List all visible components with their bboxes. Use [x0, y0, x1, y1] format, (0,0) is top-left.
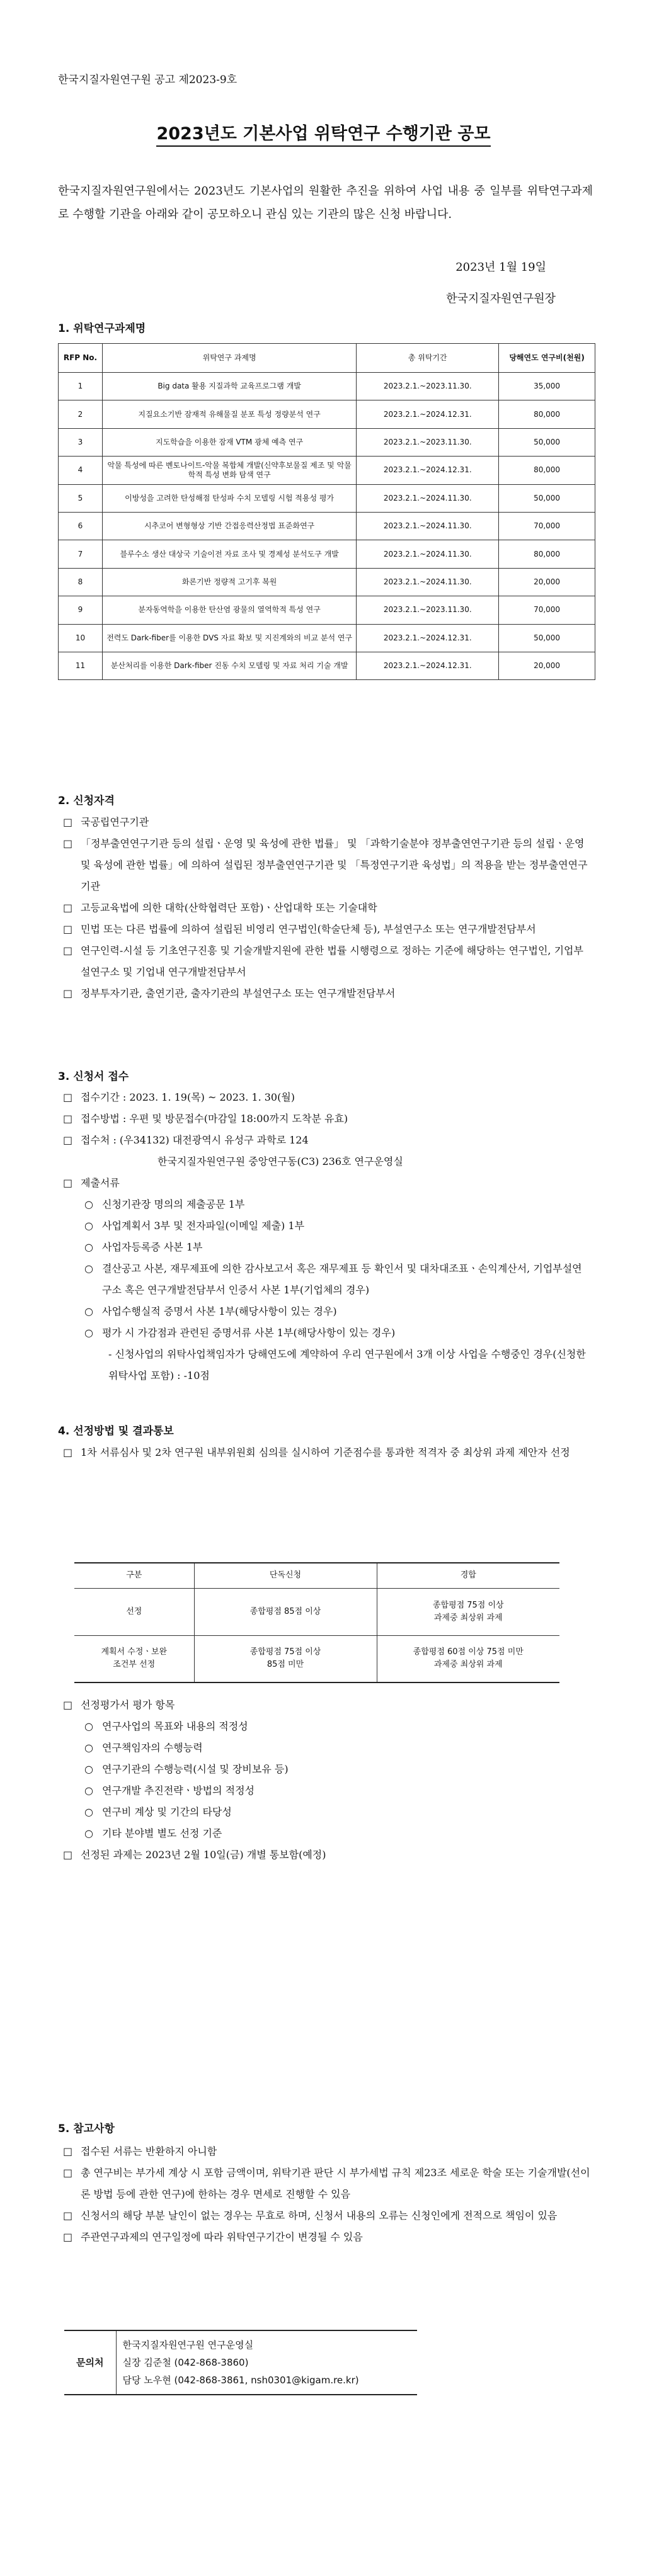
col-rfp-no: RFP No. [59, 344, 103, 373]
section-4-heading: 4. 선정방법 및 결과통보 [58, 1425, 174, 1438]
section-1-heading: 1. 위탁연구과제명 [58, 322, 146, 335]
list-item: ○ 사업자등록증 사본 1부 [63, 1237, 590, 1258]
table-row [74, 1635, 559, 1682]
budget-cell: 20,000 [499, 568, 595, 596]
table-row [59, 540, 595, 568]
project-name-cell: 전력도 Dark-fiber를 이용한 DVS 자료 확보 및 지진계와의 비교 분석 연구 [102, 624, 356, 652]
list-item: ○ 연구책임자의 수행능력 [63, 1737, 590, 1759]
selection-description: □ 1차 서류심사 및 2차 연구원 내부위원회 심의를 실시하여 기준점수를 통과한 적격자 중 최상위 과제 제안자 선정 [63, 1442, 590, 1463]
budget-cell: 70,000 [499, 596, 595, 624]
budget-cell: 80,000 [499, 400, 595, 428]
checkbox-square-icon: □ [63, 1699, 73, 1711]
period-cell: 2023.2.1.~2024.12.31. [357, 400, 499, 428]
criteria-list [63, 1694, 590, 1866]
circle-bullet-icon: ○ [84, 1720, 93, 1732]
criteria-heading: □ 선정평가서 평가 항목 [63, 1694, 590, 1716]
period-cell: 2023.2.1.~2024.11.30. [357, 512, 499, 540]
circle-bullet-icon: ○ [84, 1305, 93, 1317]
period-cell: 2023.2.1.~2024.11.30. [357, 484, 499, 512]
penalty-note: - 신청사업의 위탁사업책임자가 당해연도에 계약하여 우리 연구원에서 3개 이상 사업을 수행중인 경우(신청한 위탁사업 포함) : -10점 [108, 1348, 586, 1382]
project-table-header [59, 344, 595, 373]
list-item: ○ 사업계획서 3부 및 전자파일(이메일 제출) 1부 [63, 1215, 590, 1237]
circle-bullet-icon: ○ [84, 1220, 93, 1232]
notice-signer: 한국지질자원연구원장 [446, 292, 556, 305]
list-item: □ 접수된 서류는 반환하지 아니함 [63, 2141, 590, 2162]
project-name-cell: 블루수소 생산 대상국 기술이전 자료 조사 및 경제성 분석도구 개발 [102, 540, 356, 568]
list-item: □ 고등교육법에 의한 대학(산학협력단 포함)ㆍ산업대학 또는 기술대학 [63, 897, 590, 919]
checkbox-square-icon: □ [63, 902, 73, 914]
circle-bullet-icon: ○ [84, 1198, 93, 1210]
list-item: □ 「정부출연연구기관 등의 설립ㆍ운영 및 육성에 관한 법률」 및 「과학기술분야 정부출연연구기관 등의 설립ㆍ운영 및 육성에 관한 법률」에 의하여 설립된 정부출연연구기관 및 「특정연구기관 육성법」의 적용을 받는 정부출연연구기관 [63, 833, 590, 897]
contact-box [64, 2330, 417, 2395]
eval-cell: 종합평점 75점 이상 과제중 최상위 과제 [377, 1588, 559, 1635]
notice-date: 2023년 1월 19일 [455, 261, 546, 274]
project-name-cell: Big data 활용 지질과학 교육프로그램 개발 [102, 373, 356, 400]
table-row [59, 568, 595, 596]
checkbox-square-icon: □ [63, 1177, 73, 1189]
list-item: □ 국공립연구기관 [63, 812, 590, 833]
checkbox-square-icon: □ [63, 1091, 73, 1103]
rfp-no-cell: 3 [59, 428, 103, 456]
notice-number: 한국지질자원연구원 공고 제2023-9호 [58, 74, 238, 86]
section-2-heading: 2. 신청자격 [58, 795, 115, 807]
budget-cell: 35,000 [499, 373, 595, 400]
rfp-no-cell: 2 [59, 400, 103, 428]
reference-list [63, 2141, 590, 2248]
rfp-no-cell: 9 [59, 596, 103, 624]
project-name-cell: 지도학습을 이용한 잠재 VTM 광체 예측 연구 [102, 428, 356, 456]
project-name-cell: 시추코어 변형형상 기반 간접응력산정법 표준화연구 [102, 512, 356, 540]
table-row [59, 428, 595, 456]
eval-cell: 계획서 수정ㆍ보완 조건부 선정 [74, 1635, 194, 1682]
docs-heading: □ 제출서류 [63, 1172, 590, 1194]
circle-bullet-icon: ○ [84, 1241, 93, 1253]
circle-bullet-icon: ○ [84, 1806, 93, 1818]
section-5-heading: 5. 참고사항 [58, 2123, 115, 2135]
list-item: □ 민법 또는 다른 법률에 의하여 설립된 비영리 연구법인(학술단체 등), 부설연구소 또는 연구개발전담부서 [63, 919, 590, 940]
col-project-name: 위탁연구 과제명 [102, 344, 356, 373]
rfp-no-cell: 7 [59, 540, 103, 568]
eval-cell: 종합평점 75점 이상 85점 미만 [194, 1635, 377, 1682]
list-item: □ 주관연구과제의 연구일정에 따라 위탁연구기간이 변경될 수 있음 [63, 2227, 590, 2248]
contact-line-2: 담당 노우현 (042-868-3861, nsh0301@kigam.re.kr) [122, 2375, 359, 2386]
period-cell: 2023.2.1.~2023.11.30. [357, 596, 499, 624]
circle-bullet-icon: ○ [84, 1742, 93, 1754]
circle-bullet-icon: ○ [84, 1827, 93, 1839]
evaluation-table-header [74, 1563, 559, 1588]
evaluation-table [74, 1562, 559, 1683]
checkbox-square-icon: □ [63, 1446, 73, 1458]
list-item: ○ 연구개발 추진전략ㆍ방법의 적정성 [63, 1780, 590, 1801]
contact-info [116, 2330, 417, 2395]
period-cell: 2023.2.1.~2024.11.30. [357, 540, 499, 568]
list-item: □ 총 연구비는 부가세 계상 시 포함 금액이며, 위탁기관 판단 시 부가세법 규칙 제23조 세로운 학술 또는 기술개발(선이론 방법 등에 관한 연구)에 한하는 경우 면세로 진행할 수 있음 [63, 2162, 590, 2205]
result-notification: □ 선정된 과제는 2023년 2월 10일(금) 개별 통보함(예정) [63, 1844, 590, 1866]
project-table [58, 343, 595, 680]
checkbox-square-icon: □ [63, 2145, 73, 2157]
project-name-cell: 화론기반 정량적 고기후 복원 [102, 568, 356, 596]
checkbox-square-icon: □ [63, 2231, 73, 2243]
checkbox-square-icon: □ [63, 923, 73, 935]
checkbox-square-icon: □ [63, 816, 73, 828]
table-row [59, 624, 595, 652]
table-row [59, 400, 595, 428]
checkbox-square-icon: □ [63, 1113, 73, 1125]
table-row [59, 484, 595, 512]
project-name-cell: 지질요소기반 잠재적 유해물질 분포 특성 정량분석 연구 [102, 400, 356, 428]
eval-col-competitive: 경합 [377, 1563, 559, 1588]
rfp-no-cell: 5 [59, 484, 103, 512]
table-row [74, 1588, 559, 1635]
application-place-detail: 한국지질자원연구원 중앙연구동(C3) 236호 연구운영실 [157, 1155, 403, 1167]
project-table-body [59, 373, 595, 680]
list-item: ○ 연구기관의 수행능력(시설 및 장비보유 등) [63, 1759, 590, 1780]
project-name-cell: 분산처리를 이용한 Dark-fiber 진동 수치 모델링 및 자료 처리 기술 개발 [102, 652, 356, 679]
eligibility-list [63, 812, 590, 1004]
application-list [63, 1087, 590, 1387]
eval-cell: 종합평점 85점 이상 [194, 1588, 377, 1635]
checkbox-square-icon: □ [63, 2210, 73, 2221]
table-row [59, 457, 595, 484]
period-cell: 2023.2.1.~2024.11.30. [357, 568, 499, 596]
rfp-no-cell: 1 [59, 373, 103, 400]
rfp-no-cell: 4 [59, 457, 103, 484]
circle-bullet-icon: ○ [84, 1262, 93, 1274]
circle-bullet-icon: ○ [84, 1784, 93, 1796]
eval-col-single: 단독신청 [194, 1563, 377, 1588]
budget-cell: 50,000 [499, 428, 595, 456]
list-item: □ 정부투자기관, 출연기관, 출자기관의 부설연구소 또는 연구개발전담부서 [63, 983, 590, 1004]
eval-cell: 선정 [74, 1588, 194, 1635]
list-item: ○ 연구비 계상 및 기간의 타당성 [63, 1801, 590, 1823]
checkbox-square-icon: □ [63, 987, 73, 999]
col-period: 총 위탁기간 [357, 344, 499, 373]
list-item: ○ 결산공고 사본, 재무제표에 의한 감사보고서 혹은 재무제표 등 확인서 및 대차대조표ㆍ손익계산서, 기업부설연구소 혹은 연구개발전담부서 인증서 사본 1부(기업체의 경우) [63, 1258, 590, 1301]
project-name-cell: 분자동역학을 이용한 탄산염 광물의 열역학적 특성 연구 [102, 596, 356, 624]
application-period: □ 접수기간 : 2023. 1. 19(목) ~ 2023. 1. 30(월) [63, 1087, 590, 1108]
list-item: ○ 사업수행실적 증명서 사본 1부(해당사항이 있는 경우) [63, 1301, 590, 1322]
application-method: □ 접수방법 : 우편 및 방문접수(마감일 18:00까지 도착분 유효) [63, 1108, 590, 1130]
period-cell: 2023.2.1.~2024.12.31. [357, 457, 499, 484]
rfp-no-cell: 11 [59, 652, 103, 679]
budget-cell: 80,000 [499, 457, 595, 484]
list-item: □ 신청서의 해당 부분 날인이 없는 경우는 무효로 하며, 신청서 내용의 오류는 신청인에게 전적으로 책임이 있음 [63, 2205, 590, 2227]
project-name-cell: 이방성을 고려한 탄성해점 탄성파 수치 모델링 시험 적용성 평가 [102, 484, 356, 512]
intro-paragraph: 한국지질자원연구원에서는 2023년도 기본사업의 원활한 추진을 위하여 사업 내용 중 일부를 위탁연구과제로 수행할 기관을 아래와 같이 공모하오니 관심 있는 기관의 많은 신청 바랍니다. [58, 184, 593, 221]
eval-col-category: 구분 [74, 1563, 194, 1588]
checkbox-square-icon: □ [63, 837, 73, 849]
eval-cell: 종합평점 60점 이상 75점 미만 과제중 최상위 과제 [377, 1635, 559, 1682]
application-place: □ 접수처 : (우34132) 대전광역시 유성구 과학로 124 [63, 1130, 590, 1151]
contact-line-1: 실장 김준철 (042-868-3860) [122, 2357, 249, 2368]
rfp-no-cell: 8 [59, 568, 103, 596]
period-cell: 2023.2.1.~2023.11.30. [357, 428, 499, 456]
project-name-cell: 악물 특성에 따른 벤토나이트-악물 복합체 개발(신약후보물질 제조 및 악물학적 특성 변화 탐색 연구 [102, 457, 356, 484]
budget-cell: 50,000 [499, 624, 595, 652]
list-item: ○ 신청기관장 명의의 제출공문 1부 [63, 1194, 590, 1215]
table-row [59, 596, 595, 624]
section-3-heading: 3. 신청서 접수 [58, 1070, 129, 1083]
circle-bullet-icon: ○ [84, 1327, 93, 1339]
list-item: ○ 기타 분야별 별도 선정 기준 [63, 1823, 590, 1844]
col-budget: 당해연도 연구비(천원) [499, 344, 595, 373]
document-title-text: 2023년도 기본사업 위탁연구 수행기관 공모 [156, 124, 490, 147]
budget-cell: 70,000 [499, 512, 595, 540]
period-cell: 2023.2.1.~2024.12.31. [357, 624, 499, 652]
period-cell: 2023.2.1.~2024.12.31. [357, 652, 499, 679]
contact-label: 문의처 [64, 2330, 116, 2395]
table-row [59, 652, 595, 679]
rfp-no-cell: 10 [59, 624, 103, 652]
selection-method [63, 1442, 590, 1463]
checkbox-square-icon: □ [63, 2167, 73, 2179]
list-item: ○ 연구사업의 목표와 내용의 적정성 [63, 1716, 590, 1737]
period-cell: 2023.2.1.~2023.11.30. [357, 373, 499, 400]
rfp-no-cell: 6 [59, 512, 103, 540]
contact-org: 한국지질자원연구원 연구운영실 [122, 2339, 254, 2351]
list-item: ○ 평가 시 가감점과 관련된 증명서류 사본 1부(해당사항이 있는 경우) [63, 1322, 590, 1344]
checkbox-square-icon: □ [63, 1849, 73, 1861]
budget-cell: 20,000 [499, 652, 595, 679]
checkbox-square-icon: □ [63, 1134, 73, 1146]
table-row [59, 512, 595, 540]
document-title [0, 120, 647, 144]
list-item: □ 연구인력-시설 등 기초연구진흥 및 기술개발지원에 관한 법률 시행령으로 정하는 기준에 해당하는 연구법인, 기업부설연구소 및 기업내 연구개발전담부서 [63, 940, 590, 983]
checkbox-square-icon: □ [63, 945, 73, 956]
table-row [59, 373, 595, 400]
budget-cell: 80,000 [499, 540, 595, 568]
circle-bullet-icon: ○ [84, 1763, 93, 1775]
budget-cell: 50,000 [499, 484, 595, 512]
